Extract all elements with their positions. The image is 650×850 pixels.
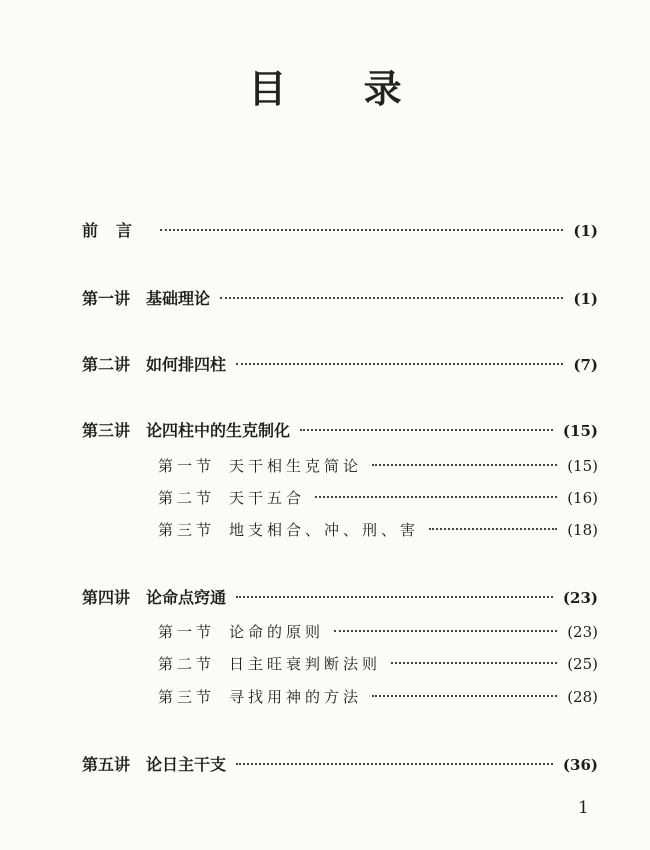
entry-page: (15) bbox=[562, 422, 598, 440]
toc-entry-section-3-2[interactable] bbox=[158, 487, 598, 513]
page-number: 1 bbox=[578, 798, 589, 818]
toc-entry-section-4-2[interactable] bbox=[158, 653, 598, 679]
entry-number: 第一节 bbox=[158, 623, 216, 641]
dot-leader bbox=[300, 429, 553, 431]
dot-leader bbox=[236, 363, 563, 365]
entry-number: 第一讲 bbox=[82, 289, 131, 308]
entry-number: 第三节 bbox=[158, 688, 216, 706]
entry-page: (25) bbox=[567, 655, 598, 673]
toc-entry-section-4-3[interactable] bbox=[158, 686, 598, 712]
entry-number: 第三讲 bbox=[82, 421, 131, 440]
entry-number: 第二节 bbox=[158, 489, 216, 507]
toc-entry-chapter-1[interactable] bbox=[82, 286, 598, 312]
entry-title: 基础理论 bbox=[146, 289, 211, 308]
toc-entry-chapter-5[interactable] bbox=[82, 752, 598, 778]
entry-page: (23) bbox=[562, 589, 598, 607]
entry-title: 天干相生克简论 bbox=[229, 457, 363, 475]
entry-title: 论命点窍通 bbox=[146, 588, 227, 607]
toc-entry-chapter-3[interactable] bbox=[82, 418, 598, 444]
entry-title: 如何排四柱 bbox=[146, 355, 227, 374]
page-title: 目 录 bbox=[248, 66, 434, 111]
entry-number: 第三节 bbox=[158, 521, 216, 539]
toc-entry-preface[interactable] bbox=[82, 218, 598, 244]
toc-entry-chapter-4[interactable] bbox=[82, 585, 598, 611]
toc-entry-section-3-3[interactable] bbox=[158, 519, 598, 545]
entry-title: 日主旺衰判断法则 bbox=[229, 655, 382, 673]
dot-leader bbox=[236, 596, 553, 598]
entry-title: 论四柱中的生克制化 bbox=[146, 421, 291, 440]
entry-title: 地支相合、冲、刑、害 bbox=[229, 521, 420, 539]
toc-entry-chapter-2[interactable] bbox=[82, 352, 598, 378]
entry-number: 第二讲 bbox=[82, 355, 131, 374]
entry-number: 第五讲 bbox=[82, 755, 131, 774]
entry-number: 第一节 bbox=[158, 457, 216, 475]
entry-page: (1) bbox=[573, 222, 598, 240]
entry-page: (18) bbox=[567, 521, 598, 539]
toc-entry-section-3-1[interactable] bbox=[158, 455, 598, 481]
entry-label: 前言 bbox=[82, 221, 151, 240]
dot-leader bbox=[372, 695, 557, 697]
entry-number: 第四讲 bbox=[82, 588, 131, 607]
dot-leader bbox=[236, 763, 553, 765]
entry-page: (1) bbox=[573, 290, 598, 308]
entry-page: (36) bbox=[562, 756, 598, 774]
entry-page: (23) bbox=[567, 623, 598, 641]
dot-leader bbox=[315, 496, 557, 498]
dot-leader bbox=[220, 297, 563, 299]
dot-leader bbox=[160, 229, 563, 231]
entry-title: 天干五合 bbox=[229, 489, 306, 507]
entry-title: 论日主干支 bbox=[146, 755, 227, 774]
dot-leader bbox=[429, 528, 557, 530]
entry-title: 寻找用神的方法 bbox=[229, 688, 363, 706]
entry-page: (7) bbox=[573, 356, 598, 374]
entry-page: (15) bbox=[567, 457, 598, 475]
entry-number: 第二节 bbox=[158, 655, 216, 673]
toc-entry-section-4-1[interactable] bbox=[158, 621, 598, 647]
dot-leader bbox=[372, 464, 557, 466]
dot-leader bbox=[334, 630, 557, 632]
entry-title: 论命的原则 bbox=[229, 623, 325, 641]
entry-page: (16) bbox=[567, 489, 598, 507]
entry-page: (28) bbox=[567, 688, 598, 706]
dot-leader bbox=[391, 662, 557, 664]
